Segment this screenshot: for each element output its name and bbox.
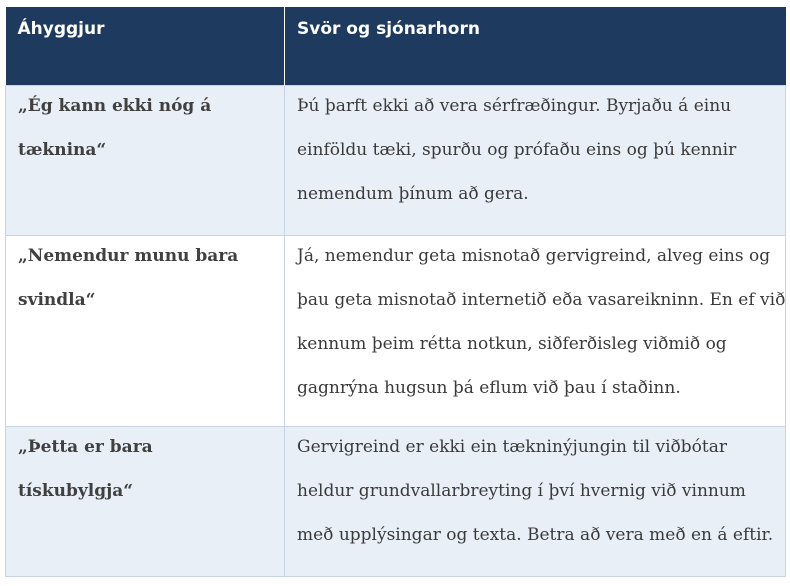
response-line: Gervigreind er ekki ein tækninýjungin til viðbótar [297, 436, 727, 457]
table-header-row [6, 7, 786, 85]
response-cell [285, 85, 786, 235]
concern-line: svindla“ [18, 289, 96, 310]
response-line: með upplýsingar og texta. Betra að vera með en á eftir. [297, 524, 774, 545]
concern-cell [6, 85, 285, 235]
header-responses: Svör og sjónarhorn [285, 7, 786, 85]
response-line: kennum þeim rétta notkun, siðferðisleg viðmið og [297, 333, 727, 354]
table-row [6, 426, 786, 576]
response-line: Þú þarft ekki að vera sérfræðingur. Byrjaðu á einu [297, 95, 732, 116]
concern-line: tískubylgja“ [18, 480, 134, 501]
table-row [6, 85, 786, 235]
table-row [6, 235, 786, 426]
concern-line: „Þetta er bara [18, 436, 153, 457]
header-concerns: Áhyggjur [6, 7, 285, 85]
response-cell [285, 426, 786, 576]
response-line: einföldu tæki, spurðu og prófaðu eins og þú kennir [297, 139, 737, 160]
concerns-table-container [5, 7, 785, 577]
concern-line: „Nemendur munu bara [18, 245, 239, 266]
concern-line: tæknina“ [18, 139, 107, 160]
response-cell [285, 235, 786, 426]
response-line: Já, nemendur geta misnotað gervigreind, alveg eins og [297, 245, 771, 266]
concerns-table [5, 7, 786, 577]
response-line: nemendum þínum að gera. [297, 183, 529, 204]
concern-cell [6, 426, 285, 576]
response-line: heldur grundvallarbreyting í því hvernig við vinnum [297, 480, 746, 501]
concern-cell [6, 235, 285, 426]
response-line: þau geta misnotað internetið eða vasareikninn. En ef við [297, 289, 786, 310]
response-line: gagnrýna hugsun þá eflum við þau í staðinn. [297, 377, 681, 398]
concern-line: „Ég kann ekki nóg á [18, 95, 212, 116]
